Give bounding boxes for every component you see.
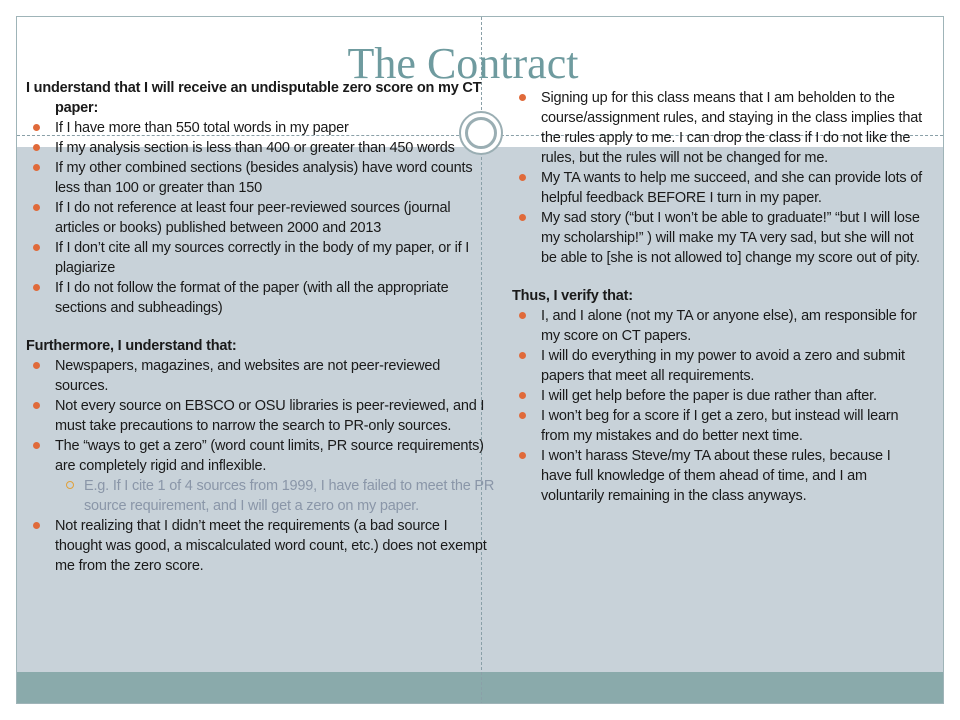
right-list-2	[512, 306, 922, 506]
list-item: Not every source on EBSCO or OSU libraries is peer-reviewed, and I must take precautions to narrow the search to PR-only sources.	[26, 396, 496, 436]
sub-bullet-icon	[66, 481, 74, 489]
sub-list-item: E.g. If I cite 1 of 4 sources from 1999, I have failed to meet the PR source requirement, and I will get a zero on my paper.	[26, 476, 496, 516]
bullet-icon	[33, 124, 40, 131]
right-column	[512, 88, 922, 506]
slide-title: The Contract	[347, 39, 579, 88]
bullet-icon	[519, 452, 526, 459]
list-item: If I do not follow the format of the paper (with all the appropriate sections and subheadings)	[26, 278, 496, 318]
list-item: If my analysis section is less than 400 or greater than 450 words	[26, 138, 496, 158]
left-heading-1: I understand that I will receive an undisputable zero score on my CT paper:	[26, 80, 482, 116]
list-item: My TA wants to help me succeed, and she can provide lots of helpful feedback BEFORE I turn in my paper.	[512, 168, 922, 208]
list-item: I won’t harass Steve/my TA about these rules, because I have full knowledge of them ahead of time, and I am voluntarily remaining in the class anyways.	[512, 446, 922, 506]
bullet-icon	[33, 164, 40, 171]
bullet-icon	[519, 312, 526, 319]
bullet-icon	[33, 144, 40, 151]
list-item: I will do everything in my power to avoid a zero and submit papers that meet all requirements.	[512, 346, 922, 386]
right-heading-2: Thus, I verify that:	[512, 288, 633, 304]
list-item: If my other combined sections (besides analysis) have word counts less than 100 or greater than 150	[26, 158, 496, 198]
bullet-icon	[33, 284, 40, 291]
bullet-icon	[33, 522, 40, 529]
list-item: Not realizing that I didn’t meet the requirements (a bad source I thought was good, a miscalculated word count, etc.) does not exempt me from the zero score.	[26, 516, 496, 576]
bullet-icon	[33, 362, 40, 369]
list-item: If I have more than 550 total words in my paper	[26, 118, 496, 138]
list-item: I will get help before the paper is due rather than after.	[512, 386, 922, 406]
bullet-icon	[33, 402, 40, 409]
left-list-2	[26, 356, 496, 576]
bullet-icon	[519, 214, 526, 221]
left-column	[26, 78, 496, 576]
list-item: If I do not reference at least four peer-reviewed sources (journal articles or books) published between 2000 and 2013	[26, 198, 496, 238]
bullet-icon	[33, 244, 40, 251]
list-item: If I don’t cite all my sources correctly in the body of my paper, or if I plagiarize	[26, 238, 496, 278]
list-item: Signing up for this class means that I am beholden to the course/assignment rules, and staying in the class implies that the rules apply to me. I can drop the class if I do not like the rules, but the rules will not be changed for me.	[512, 88, 922, 168]
list-item: Newspapers, magazines, and websites are not peer-reviewed sources.	[26, 356, 496, 396]
right-list-1	[512, 88, 922, 268]
bullet-icon	[519, 412, 526, 419]
bullet-icon	[519, 94, 526, 101]
list-item: I won’t beg for a score if I get a zero, but instead will learn from my mistakes and do better next time.	[512, 406, 922, 446]
bullet-icon	[33, 204, 40, 211]
bullet-icon	[519, 392, 526, 399]
list-item: My sad story (“but I won’t be able to graduate!” “but I will lose my scholarship!” ) will make my TA very sad, but she will not be able to [she is not allowed to] change my score out of pity.	[512, 208, 922, 268]
slide-footer-bar	[17, 672, 943, 704]
list-item: The “ways to get a zero” (word count limits, PR source requirements) are completely rigid and inflexible.	[26, 436, 496, 476]
left-list-1	[26, 118, 496, 318]
list-item: I, and I alone (not my TA or anyone else), am responsible for my score on CT papers.	[512, 306, 922, 346]
left-heading-2: Furthermore, I understand that:	[26, 338, 237, 354]
bullet-icon	[519, 174, 526, 181]
bullet-icon	[519, 352, 526, 359]
bullet-icon	[33, 442, 40, 449]
